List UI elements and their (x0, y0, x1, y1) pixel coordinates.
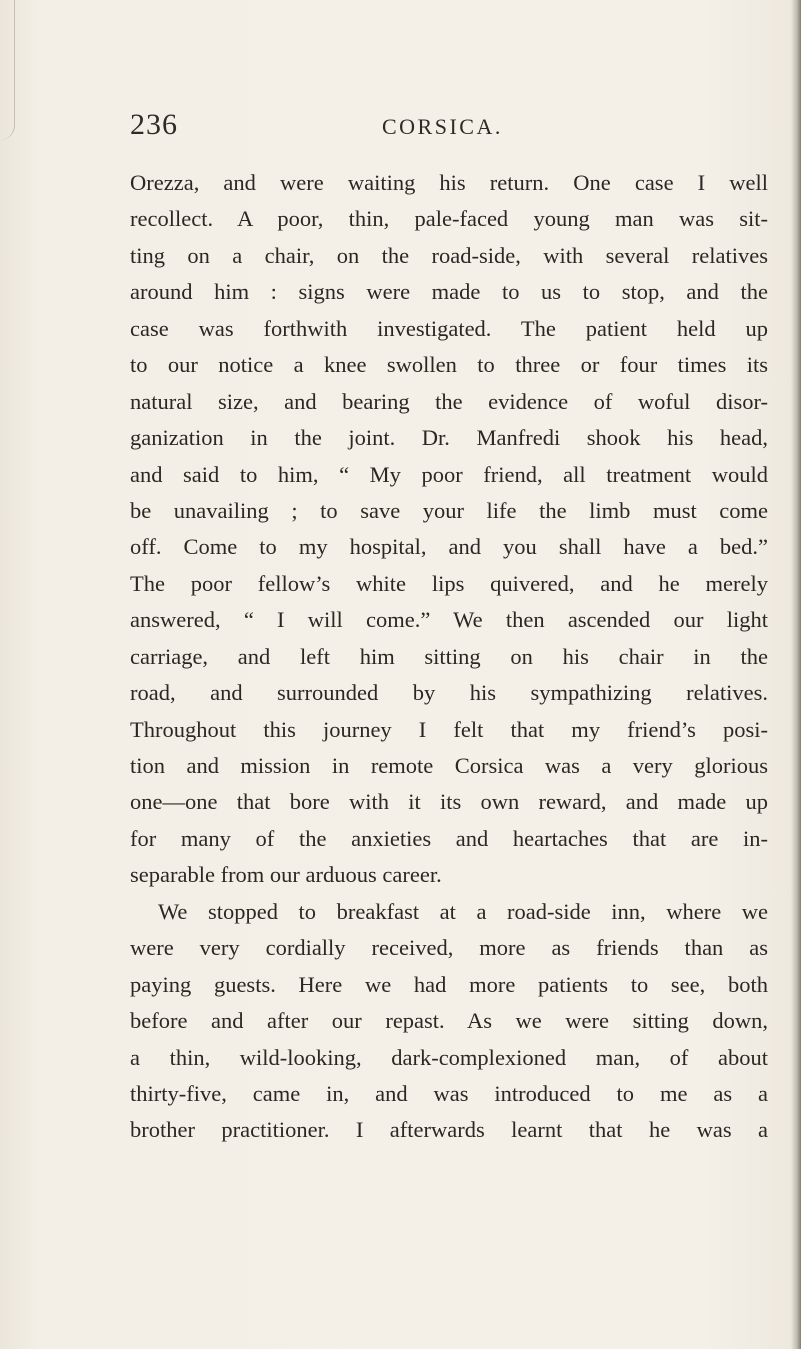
text-line: separable from our arduous career. (130, 862, 442, 888)
text-line: off. Come to my hospital, and you shall have a bed.” (130, 534, 768, 560)
text-line: natural size, and bearing the evidence of woful disor- (130, 388, 768, 414)
text-line: ganization in the joint. Dr. Manfredi shook his head, (130, 425, 768, 451)
text-line: Throughout this journey I felt that my friend’s posi- (130, 716, 768, 742)
body-text (130, 165, 768, 1149)
text-line: We stopped to breakfast at a road-side inn, where we (158, 898, 768, 924)
text-line: were very cordially received, more as friends than as (130, 935, 768, 961)
text-line: before and after our repast. As we were sitting down, (130, 1008, 768, 1034)
text-line: for many of the anxieties and heartaches that are in- (130, 825, 768, 851)
text-line: answered, “ I will come.” We then ascended our light (130, 607, 768, 633)
page-curl-left (0, 0, 15, 140)
text-line: carriage, and left him sitting on his chair in the (130, 643, 768, 669)
text-line: and said to him, “ My poor friend, all treatment would (130, 461, 768, 487)
text-line: a thin, wild-looking, dark-complexioned man, of about (130, 1044, 768, 1070)
page-header (130, 108, 770, 148)
text-line: one—one that bore with it its own reward, and made up (130, 789, 768, 815)
text-line: The poor fellow’s white lips quivered, and he merely (130, 570, 768, 596)
running-title: CORSICA. (382, 114, 503, 139)
text-line: around him : signs were made to us to stop, and the (130, 279, 768, 305)
text-line: brother practitioner. I afterwards learnt that he was a (130, 1117, 768, 1143)
page-number: 236 (130, 108, 178, 141)
text-line: to our notice a knee swollen to three or four times its (130, 352, 768, 378)
text-line: tion and mission in remote Corsica was a very glorious (130, 753, 768, 778)
text-line: be unavailing ; to save your life the limb must come (130, 497, 768, 523)
text-line: ting on a chair, on the road-side, with several relatives (130, 242, 768, 268)
text-line: Orezza, and were waiting his return. One case I well (130, 170, 768, 195)
page-edge-shadow (791, 0, 801, 1349)
text-line: case was forthwith investigated. The patient held up (130, 315, 768, 341)
text-line: paying guests. Here we had more patients to see, both (130, 971, 768, 997)
text-line: recollect. A poor, thin, pale-faced young man was sit- (130, 206, 768, 232)
text-line: road, and surrounded by his sympathizing relatives. (130, 680, 768, 706)
text-line: thirty-five, came in, and was introduced to me as a (130, 1080, 768, 1106)
